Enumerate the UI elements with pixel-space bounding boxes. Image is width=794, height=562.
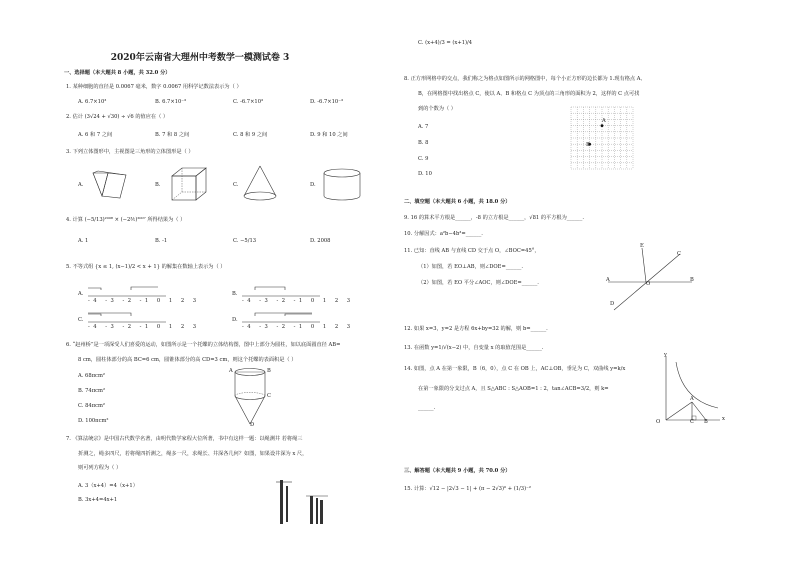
question-1-option-a: A. 6.7×10³ <box>78 99 107 105</box>
question-6-option-d: D. 100πcm² <box>78 418 109 424</box>
number-line-a-ticks: -4 -3 -2 -1 0 1 2 3 <box>88 298 200 304</box>
grid-point <box>601 124 604 127</box>
question-5-option-a: A. <box>78 291 84 297</box>
cylinder-figure <box>320 168 364 204</box>
well-rope-figure <box>272 476 332 526</box>
number-line-d-ticks: -4 -3 -2 -1 0 1 2 3 <box>242 324 354 330</box>
question-8-option-b: B. 8 <box>418 140 429 146</box>
question-3-option-b: B. <box>155 182 161 188</box>
figure-14-label-x: x <box>722 416 725 422</box>
page-title: 2020年云南省大理州中考数学一模测试卷 3 <box>110 53 290 63</box>
figure-11-label-e: E <box>640 243 644 249</box>
figure-14-label-a: A <box>690 396 694 402</box>
question-6-line-2: 8 cm，圆柱体部分的高 BC=6 cm，圆锥体部分的高 CD=3 cm，则这个托蝶的表面积是（ ） <box>78 357 297 363</box>
question-8-option-c: C. 9 <box>418 156 429 162</box>
section-heading-choice: 一、选择题（本大题共 8 小题，共 32.0 分） <box>64 70 171 76</box>
hyperbola-figure <box>658 354 722 426</box>
question-7-line-1: 7. 《算法统宗》是中国古代数学名著，由明代数学家程大位所著，书中有这样一题：以绳测井 若将绳三 <box>66 436 303 442</box>
grid-point-label-b: B <box>586 142 590 148</box>
question-10-text: 10. 分解因式：a²b−4b³=______. <box>404 231 483 237</box>
question-6-option-c: C. 84πcm² <box>78 403 105 409</box>
question-6-option-b: B. 74πcm² <box>78 388 106 394</box>
question-2-option-b: B. 7 和 8 之间 <box>155 132 190 138</box>
figure-11-label-c: C <box>677 251 681 257</box>
intersecting-lines-figure <box>606 244 696 312</box>
section-heading-fill: 二、填空题（本大题共 6 小题，共 18.0 分） <box>404 199 511 205</box>
question-11-line-3: （2）如图，若 EO 平分∠AOC，则∠DOE=______. <box>418 280 539 286</box>
question-8-option-a: A. 7 <box>418 124 429 130</box>
figure-14-label-c: C <box>690 419 694 425</box>
question-5-option-b: B. <box>232 291 238 297</box>
question-1-option-b: B. 6.7×10⁻³ <box>155 99 187 105</box>
question-2-option-a: A. 6 和 7 之间 <box>78 132 113 138</box>
question-2-option-d: D. 9 和 10 之间 <box>310 132 348 138</box>
question-14-line-1: 14. 如图，点 A 在第一象限，B（6，0），点 C 在 OB 上，AC⊥OB，垂足为 C，双曲线 y=k/x <box>404 366 626 372</box>
number-line-b-ticks: -4 -3 -2 -1 0 1 2 3 <box>242 298 354 304</box>
question-1-text: 1. 某种细胞的直径是 0.0067 毫米，数字 0.0067 用科学记数法表示为（ ） <box>66 84 242 90</box>
question-6-option-a: A. 68πcm² <box>78 373 105 379</box>
figure-6-label-a: A <box>229 368 233 374</box>
question-5-option-c: C. <box>78 317 84 323</box>
figure-11-label-d: D <box>610 301 615 307</box>
question-1-option-d: D. -6.7×10⁻³ <box>310 99 344 105</box>
question-1-option-c: C. -6.7×10³ <box>233 99 264 105</box>
question-4-option-a: A. 1 <box>78 238 89 244</box>
question-11-line-2: （1）如图，若 EO⊥AB，则∠DOE=______. <box>418 264 524 270</box>
question-7-line-3: 则可列方程为（ ） <box>78 465 122 471</box>
question-15-text: 15. 计算：√12 − |2√3 − 1| + (π − 2√3)⁰ + (1/3)⁻² <box>404 486 531 492</box>
figure-6-label-d: D <box>250 422 255 428</box>
question-13-text: 13. 在函数 y=1/√(x−2) 中，自变量 x 的取值范围是______. <box>404 345 544 351</box>
figure-14-label-b: B <box>704 419 708 425</box>
section-heading-answer: 三、解答题（本大题共 9 小题，共 70.0 分） <box>404 468 511 474</box>
question-7-option-a: A. 3（x+4）=4（x+1） <box>78 483 138 489</box>
question-3-option-a: A. <box>78 182 84 188</box>
question-11-line-1: 11. 已知：直线 AB 与直线 CD 交于点 O，∠BOC=45°， <box>404 248 540 254</box>
question-3-text: 3. 下列立体图形中，主视图是三角形的立体图形是（ ） <box>66 149 194 155</box>
figure-11-label-a: A <box>606 277 610 283</box>
question-4-option-d: D. 2008 <box>310 238 331 244</box>
figure-14-label-o: O <box>656 419 661 425</box>
grid-figure <box>571 107 635 171</box>
number-line-c-ticks: -4 -3 -2 -1 0 1 2 3 <box>88 324 200 330</box>
grid-point-label-a: A <box>602 118 606 124</box>
question-7-line-2: 折测之，绳多四尺，若将绳四折测之，绳多一尺，求绳长、井深各几何？如图，如果设井深为 x 尺， <box>78 451 308 457</box>
question-6-line-1: 6. “赵州桥”是一项深受人们喜爱的运动，如图所示是一个托蝶的立体结构图，图中上部分为圆柱，如以底面圆直径 AB= <box>66 342 341 348</box>
figure-11-label-b: B <box>690 277 694 283</box>
question-4-option-b: B. -1 <box>155 238 168 244</box>
question-3-option-c: C. <box>233 182 239 188</box>
question-2-text: 2. 估计 (3√24 + √30) ÷ √6 的值应在（ ） <box>66 114 169 120</box>
question-14-line-2: 在第一象限的分支过点 A，且 S△ABC : S△AOB=1 : 2，tan∠ACB=3/2，则 k= <box>418 386 609 392</box>
question-4-text: 4. 计算 (−5/13)²⁰⁰⁸ × (−2⅗)²⁰⁰⁷ 所得结果为（ ） <box>66 217 186 223</box>
question-4-option-c: C. −5/13 <box>233 238 257 244</box>
question-5-text: 5. 不等式组 {x ≤ 1, (x−1)/2 < x + 1} 的解集在数轴上表示为（ ） <box>66 264 226 270</box>
question-7-option-b: B. 3x+4=4x+1 <box>78 497 118 503</box>
figure-6-label-c: C <box>267 393 271 399</box>
question-2-option-c: C. 8 和 9 之间 <box>233 132 268 138</box>
triangular-prism-figure <box>90 168 130 202</box>
question-9-text: 9. 16 的算术平方根是______，-8 的立方根是______，√81 的平方根为______. <box>404 215 585 221</box>
question-8-line-2: B，在网格图中找出格点 C，使以 A、B 和格点 C 为顶点的三角形的面积为 2，这样的 C 点可找 <box>418 91 640 97</box>
question-12-text: 12. 如果 x=3，y=2 是方程 6x+by=32 的解，则 b=______. <box>404 326 548 332</box>
question-8-line-3: 到的个数为（ ） <box>418 106 456 112</box>
question-8-option-d: D. 10 <box>418 171 432 177</box>
question-5-option-d: D. <box>232 317 238 323</box>
figure-6-label-b: B <box>267 368 271 374</box>
cone-figure <box>240 164 280 204</box>
question-3-option-d: D. <box>310 182 316 188</box>
figure-11-label-o: O <box>646 281 651 287</box>
question-8-line-1: 8. 正方形网格中的交点，我们称之为格点如图所示的网格图中，每个小正方形的边长都为 1.现有格点 A、 <box>404 76 646 82</box>
cube-figure <box>170 166 210 202</box>
figure-14-label-y: y <box>664 352 667 358</box>
question-14-line-3: ______. <box>418 405 436 411</box>
question-7-option-c: C. (x+4)/3 = (x+1)/4 <box>418 40 473 46</box>
